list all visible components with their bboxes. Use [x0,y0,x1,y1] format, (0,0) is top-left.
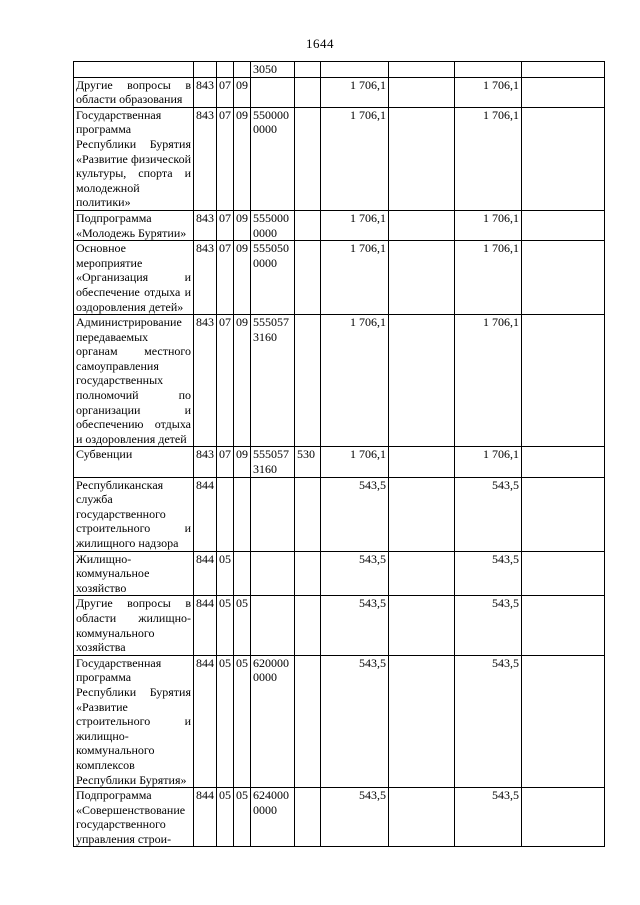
cell-empty [522,551,605,596]
cell-vr [295,788,321,847]
cell-grbs: 844 [194,655,217,787]
cell-csr: 555057 3160 [251,447,295,477]
cell-sum2: 543,5 [455,551,522,596]
cell-pr: 05 [234,596,251,655]
cell-sum2: 1 706,1 [455,315,522,447]
cell-rz [217,62,234,78]
cell-sum1: 543,5 [321,596,389,655]
cell-rz: 07 [217,447,234,477]
cell-sum1: 543,5 [321,788,389,847]
cell-empty [522,477,605,551]
cell-rz: 05 [217,551,234,596]
cell-name: Другие вопросы в области образования [74,77,194,107]
cell-empty [522,655,605,787]
cell-pr: 09 [234,107,251,210]
cell-vr [295,596,321,655]
cell-sum2: 543,5 [455,655,522,787]
cell-csr: 555050 0000 [251,241,295,315]
cell-sum2: 543,5 [455,596,522,655]
cell-vr [295,241,321,315]
cell-rz: 07 [217,77,234,107]
cell-grbs: 844 [194,788,217,847]
cell-name: Администрирование передаваемых органам местного самоуправления государственных полномочий по организации и обеспечению отдыха и оздоровления детей [74,315,194,447]
cell-sum2: 1 706,1 [455,241,522,315]
cell-rz: 07 [217,315,234,447]
cell-rz: 07 [217,241,234,315]
cell-empty [522,107,605,210]
cell-pr: 09 [234,447,251,477]
cell-vr [295,62,321,78]
cell-csr: 3050 [251,62,295,78]
cell-empty [522,788,605,847]
cell-vr [295,551,321,596]
cell-grbs: 843 [194,77,217,107]
cell-rz: 07 [217,210,234,240]
cell-empty [522,596,605,655]
cell-csr [251,596,295,655]
cell-pr: 05 [234,788,251,847]
cell-grbs: 843 [194,241,217,315]
cell-sum1: 1 706,1 [321,241,389,315]
table-row [74,107,605,210]
cell-sum1: 1 706,1 [321,315,389,447]
cell-empty [522,62,605,78]
cell-csr: 550000 0000 [251,107,295,210]
cell-vr [295,210,321,240]
cell-empty [522,77,605,107]
cell-empty [389,62,455,78]
cell-csr: 555057 3160 [251,315,295,447]
cell-pr [234,477,251,551]
cell-rz: 05 [217,788,234,847]
cell-empty [389,447,455,477]
cell-grbs [194,62,217,78]
cell-pr: 09 [234,315,251,447]
cell-sum2: 1 706,1 [455,77,522,107]
cell-sum1: 1 706,1 [321,77,389,107]
cell-sum2: 1 706,1 [455,447,522,477]
cell-empty [389,788,455,847]
cell-pr: 09 [234,241,251,315]
cell-empty [522,447,605,477]
cell-csr: 620000 0000 [251,655,295,787]
cell-grbs: 843 [194,107,217,210]
cell-pr: 05 [234,655,251,787]
table-row [74,77,605,107]
cell-vr [295,77,321,107]
cell-empty [389,315,455,447]
cell-rz: 07 [217,107,234,210]
table-row [74,315,605,447]
table-row [74,447,605,477]
cell-empty [389,596,455,655]
cell-rz: 05 [217,596,234,655]
cell-sum1: 1 706,1 [321,447,389,477]
table-row [74,596,605,655]
cell-empty [389,107,455,210]
cell-sum1: 1 706,1 [321,107,389,210]
cell-vr [295,315,321,447]
cell-empty [389,655,455,787]
cell-sum1: 543,5 [321,655,389,787]
table-row [74,241,605,315]
cell-sum1: 543,5 [321,551,389,596]
cell-sum2: 1 706,1 [455,107,522,210]
cell-vr [295,477,321,551]
cell-pr: 09 [234,210,251,240]
cell-name: Основное мероприятие «Организация и обеспечение отдыха и оздоровления детей» [74,241,194,315]
cell-grbs: 843 [194,210,217,240]
cell-grbs: 843 [194,315,217,447]
cell-name: Государственная программа Республики Бурятия «Развитие физической культуры, спорта и молодежной политики» [74,107,194,210]
cell-sum2: 1 706,1 [455,210,522,240]
cell-grbs: 844 [194,551,217,596]
cell-name: Республиканская служба государственного строительного и жилищного надзора [74,477,194,551]
cell-name: Жилищно-коммунальное хозяйство [74,551,194,596]
cell-sum1: 1 706,1 [321,210,389,240]
cell-pr: 09 [234,77,251,107]
cell-empty [389,241,455,315]
cell-name: Другие вопросы в области жилищно-коммунального хозяйства [74,596,194,655]
cell-pr [234,551,251,596]
cell-rz [217,477,234,551]
cell-name: Субвенции [74,447,194,477]
cell-csr: 555000 0000 [251,210,295,240]
budget-table [73,61,605,847]
cell-empty [522,241,605,315]
cell-sum2: 543,5 [455,788,522,847]
table-row [74,788,605,847]
cell-grbs: 843 [194,447,217,477]
table-row [74,655,605,787]
cell-pr [234,62,251,78]
cell-empty [389,477,455,551]
cell-grbs: 844 [194,596,217,655]
cell-empty [389,210,455,240]
cell-csr [251,477,295,551]
table-row [74,551,605,596]
cell-name: Подпрограмма «Молодежь Бурятии» [74,210,194,240]
cell-name [74,62,194,78]
cell-empty [389,551,455,596]
cell-grbs: 844 [194,477,217,551]
cell-csr [251,551,295,596]
cell-name: Государственная программа Республики Бурятия «Развитие строительного и жилищно-коммунального комплексов Республики Бурятия» [74,655,194,787]
table-row [74,477,605,551]
cell-sum2: 543,5 [455,477,522,551]
cell-sum1 [321,62,389,78]
cell-csr: 624000 0000 [251,788,295,847]
cell-empty [522,315,605,447]
cell-rz: 05 [217,655,234,787]
cell-csr [251,77,295,107]
cell-sum2 [455,62,522,78]
cell-vr [295,655,321,787]
cell-vr [295,107,321,210]
table-row [74,210,605,240]
cell-name: Подпрограмма «Совершенствование государственного управления строи- [74,788,194,847]
cell-sum1: 543,5 [321,477,389,551]
cell-empty [389,77,455,107]
cell-empty [522,210,605,240]
page-number: 1644 [306,36,334,51]
table-header-continuation-row [74,62,605,78]
cell-vr: 530 [295,447,321,477]
